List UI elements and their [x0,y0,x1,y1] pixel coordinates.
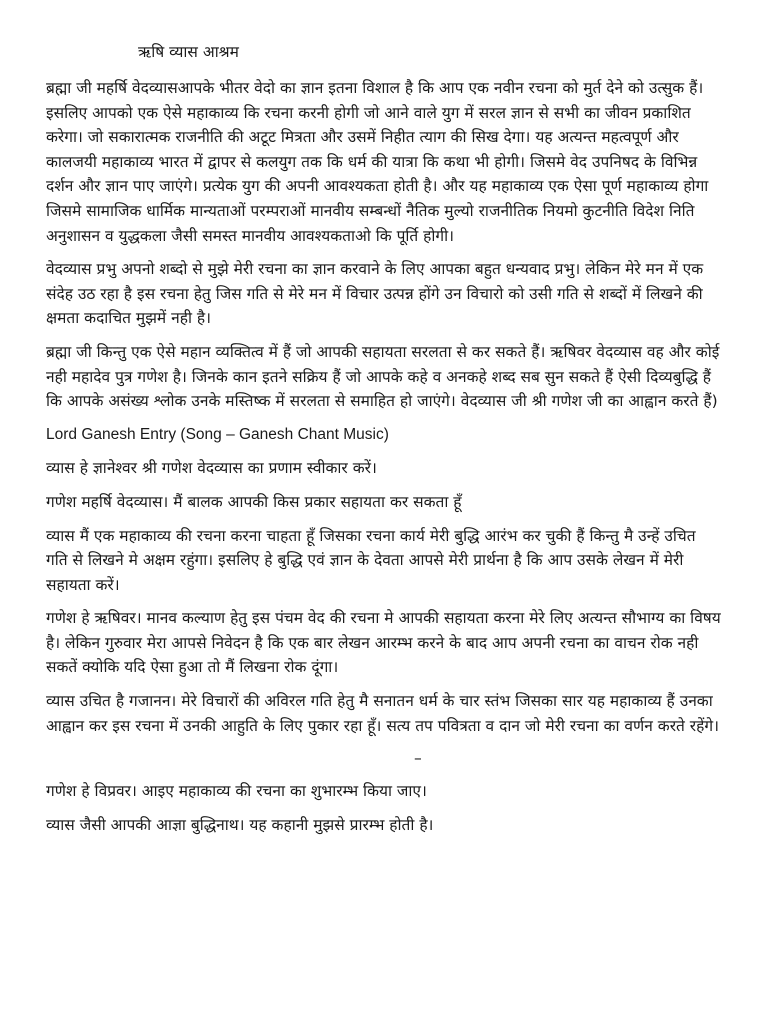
stage-direction: Lord Ganesh Entry (Song – Ganesh Chant Music) [46,425,389,443]
paragraph-vyas-3: व्यास उचित है गजानन। मेरे विचारों की अविरल गति हेतु मै सनातन धर्म के चार स्तंभ जिसका सार यह महाकाव्य हैं उनका आह्वान कर इस रचना में उनकी आहुति के लिए पुकार रहा हूँ। सत्य तप पवित्रता व दान जो मेरी रचना का वर्णन करते रहेंगे। [46,692,719,735]
paragraph-brahma-2: ब्रह्मा जी किन्तु एक ऐसे महान व्यक्तित्व में हैं जो आपकी सहायता सरलता से कर सकते हैं। ऋषिवर वेदव्यास वह और कोई नही महादेव पुत्र गणेश है। जिनके कान इतने सक्रिय हैं जो आपके कहे व अनकहे शब्द सब सुन सकते हैं ऐसी दिव्यबुद्धि हैं कि आपके असंख्य श्लोक उनके मस्तिष्क में सरलता से समाहित हो जाएंगे। वेदव्यास जी श्री गणेश जी का आह्वान करते हैं) [46,342,720,411]
paragraph-ganesh-2: गणेश हे ऋषिवर। मानव कल्याण हेतु इस पंचम वेद की रचना मे आपकी सहायता करना मेरे लिए अत्यन्त सौभाग्य का विषय है। लेकिन गुरुवार मेरा आपसे निवेदन है कि एक बार लेखन आरम्भ करने के बाद आप अपनी रचना का वाचन रोक नही सकतें क्योकि यदि ऐसा हुआ तो मैं लिखना रोक दूंगा। [46,609,721,677]
paragraph-vyas-2: व्यास मैं एक महाकाव्य की रचना करना चाहता हूँ जिसका रचना कार्य मेरी बुद्धि आरंभ कर चुकी हैं किन्तु मै उन्हें उचित गति से लिखने मे अक्षम रहुंगा। इसलिए हे बुद्धि एवं ज्ञान के देवता आपसे मेरी प्रार्थना है कि आप उसके लेखन में मेरी सहायता करें। [46,526,696,594]
paragraph-vyas-4: व्यास जैसी आपकी आज्ञा बुद्धिनाथ। यह कहानी मुझसे प्रारम्भ होती है। [46,815,434,834]
document-page [46,40,722,846]
paragraph-brahma-1: ब्रह्मा जी महर्षि वेदव्यासआपके भीतर वेदो का ज्ञान इतना विशाल है कि आप एक नवीन रचना को मुर्त देने को उत्सुक हैं। इसलिए आपको एक ऐसे महाकाव्य कि रचना करनी होगी जो आने वाले युग में सरल ज्ञान से सभी का जीवन प्रकाशित करेगा। जो सकारात्मक राजनीति की अटूट मित्रता और उसमें निहीत त्याग की सिख देगा। यह अत्यन्त महत्वपूर्ण और कालजयी महाकाव्य भारत में द्वापर से कलयुग तक कि धर्म की यात्रा कि कथा भी होगी। जिसमे वेद उपनिषद के विभिन्न दर्शन और ज्ञान पाए जाएंगे। प्रत्येक युग की अपनी आवश्यकता होती है। और यह महाकाव्य एक ऐसा पूर्ण महाकाव्य होगा जिसमे सामाजिक धार्मिक मान्यताओं परम्पराओं मानवीय सम्बन्धों नैतिक मुल्यो राजनीतिक नियमो कुटनीति विदेश निति अनुशासन व युद्धकला जैसी समस्त मानवीय आवश्यकताओ कि पूर्ति होगी। [46,79,709,245]
paragraph-vyas-1: व्यास हे ज्ञानेश्वर श्री गणेश वेदव्यास का प्रणाम स्वीकार करें। [46,459,377,478]
paragraph-ganesh-1: गणेश महर्षि वेदव्यास। मैं बालक आपकी किस प्रकार सहायता कर सकता हूँ [46,492,462,511]
separator-dash: – [414,749,422,768]
paragraph-vedvyas-1: वेदव्यास प्रभु अपनो शब्दो से मुझे मेरी रचना का ज्ञान करवाने के लिए आपका बहुत धन्यवाद प्रभु। लेकिन मेरे मन में एक संदेह उठ रहा है इस रचना हेतु जिस गति से मेरे मन में विचार उत्पन्न होंगे उन विचारो को उसी गति से शब्दों में लिखने की क्षमता कदाचित मुझमें नही है। [46,260,704,328]
paragraph-ganesh-3: गणेश हे विप्रवर। आइए महाकाव्य की रचना का शुभारम्भ किया जाए। [46,782,427,801]
page-title: ऋषि व्यास आश्रम [138,43,239,61]
